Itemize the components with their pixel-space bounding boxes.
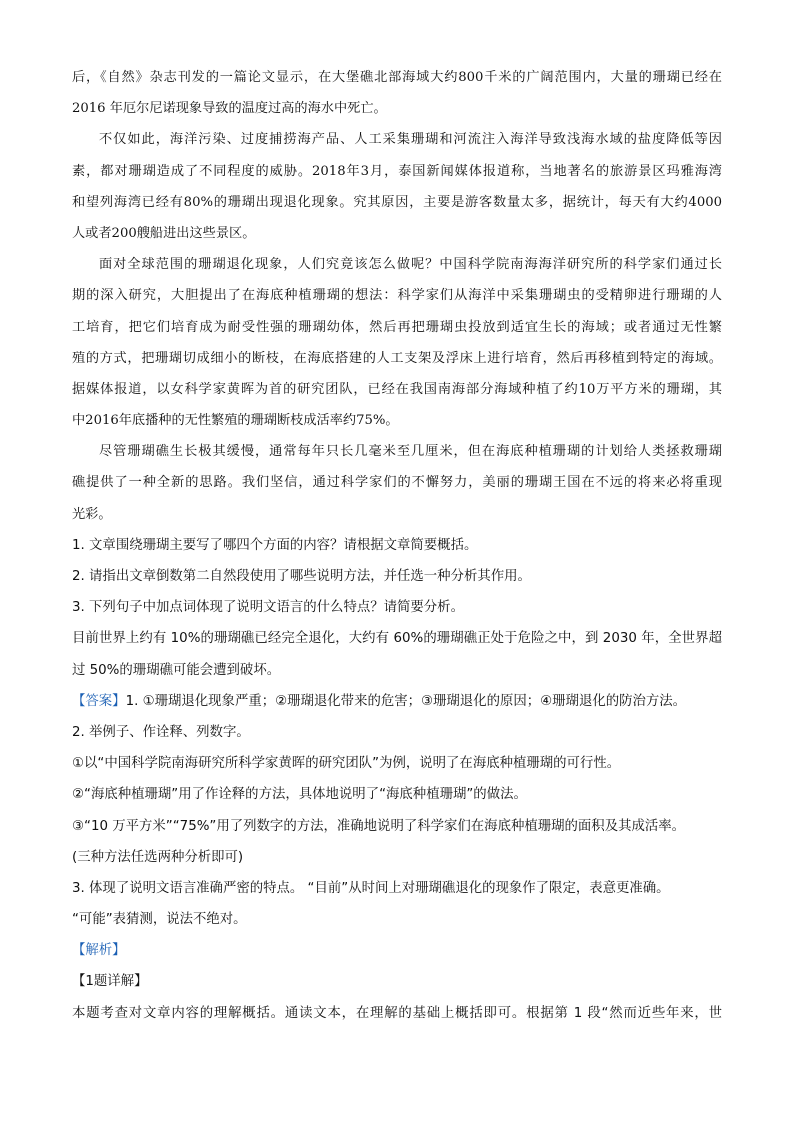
article-line: 2016 年厄尔尼诺现象导致的温度过高的海水中死亡。 — [72, 101, 387, 117]
question-1: 1. 文章围绕珊瑚主要写了哪四个方面的内容？请根据文章简要概括。 — [72, 537, 478, 553]
article-line: 工培育，把它们培育成为耐受性强的珊瑚幼体，然后再把珊瑚虫投放到适宜生长的海域；或者通过无性繁 — [72, 319, 722, 335]
answer-2: 2. 举例子、作诠释、列数字。 — [72, 724, 250, 740]
article-line: 殖的方式，把珊瑚切成细小的断枝，在海底搭建的人工支架及浮床上进行培育，然后再移植到特定的海域。 — [72, 350, 722, 366]
answer-1 — [72, 686, 722, 717]
article-line: 人或者200艘船进出这些景区。 — [72, 225, 256, 241]
answer-2-note: (三种方法任选两种分析即可) — [72, 849, 244, 865]
article-line: 据媒体报道，以女科学家黄晖为首的研究团队，已经在我国南海部分海域种植了约10万平方米的珊瑚，其 — [72, 381, 722, 397]
article-line: 后，《自然》杂志刊发的一篇论文显示，在大堡礁北部海域大约800千米的广阔范围内，大量的珊瑚已经在 — [72, 70, 722, 85]
answer-1-text: 1. ①珊瑚退化现象严重；②珊瑚退化带来的危害；③珊瑚退化的原因；④珊瑚退化的防治方法。 — [125, 693, 687, 709]
article-line: 中2016年底播种的无性繁殖的珊瑚断枝成活率约75%。 — [72, 413, 399, 429]
question-2: 2. 请指出文章倒数第二自然段使用了哪些说明方法，并任选一种分析其作用。 — [72, 569, 531, 584]
answer-2-item: ①以“中国科学院南海研究所科学家黄晖的研究团队”为例，说明了在海底种植珊瑚的可行性。 — [72, 756, 621, 772]
answer-3: 3. 体现了说明文语言准确严密的特点。 “目前”从时间上对珊瑚礁退化的现象作了限定，表意更准确。 — [72, 880, 670, 896]
article-line: 素，都对珊瑚造成了不同程度的威胁。2018年3月，泰国新闻媒体报道称，当地著名的旅游景区玛雅海湾 — [72, 163, 722, 179]
question-3: 3. 下列句子中加点词体现了说明文语言的什么特点？请简要分析。 — [72, 600, 464, 616]
answer-3: “可能”表猜测，说法不绝对。 — [72, 912, 247, 928]
article-line: 光彩。 — [72, 506, 112, 522]
article-line: 尽管珊瑚礁生长极其缓慢，通常每年只长几毫米至几厘米，但在海底种植珊瑚的计划给人类拯救珊瑚 — [99, 444, 722, 460]
answer-2-item: ②“海底种植珊瑚”用了作诠释的方法，具体地说明了“海底种植珊瑚”的做法。 — [72, 787, 527, 803]
article-line: 和望列海湾已经有80%的珊瑚出现退化现象。究其原因，主要是游客数量太多，据统计，每天有大约4000 — [72, 194, 722, 210]
quote-line: 目前世界上约有 10%的珊瑚礁已经完全退化，大约有 60%的珊瑚礁正处于危险之中，到 2030 年，全世界超 — [72, 631, 722, 647]
article-line: 礁提供了一种全新的思路。我们坚信，通过科学家们的不懈努力，美丽的珊瑚王国在不远的将来必将重现 — [72, 475, 722, 491]
article-line: 不仅如此，海洋污染、过度捕捞海产品、人工采集珊瑚和河流注入海洋导致浅海水域的盐度降低等因 — [99, 132, 722, 148]
analysis-subheading: 【1题详解】 — [72, 974, 148, 990]
quote-line: 过 50%的珊瑚礁可能会遭到破坏。 — [72, 662, 281, 678]
analysis-heading — [72, 935, 722, 966]
analysis-tag: 【解析】 — [72, 943, 126, 959]
article-line: 期的深入研究，大胆提出了在海底种植珊瑚的想法：科学家们从海洋中采集珊瑚虫的受精卵进行珊瑚的人 — [72, 288, 722, 304]
answer-tag: 【答案】 — [72, 693, 126, 709]
answer-2-item: ③“10 万平方米”“75%”用了列数字的方法，准确地说明了科学家们在海底种植珊瑚的面积及其成活率。 — [72, 818, 686, 834]
analysis-text: 本题考查对文章内容的理解概括。通读文本，在理解的基础上概括即可。根据第 1 段“然而近些年来，世 — [72, 1005, 722, 1021]
article-line: 面对全球范围的珊瑚退化现象，人们究竟该怎么做呢？中国科学院南海海洋研究所的科学家们通过长 — [99, 257, 722, 273]
